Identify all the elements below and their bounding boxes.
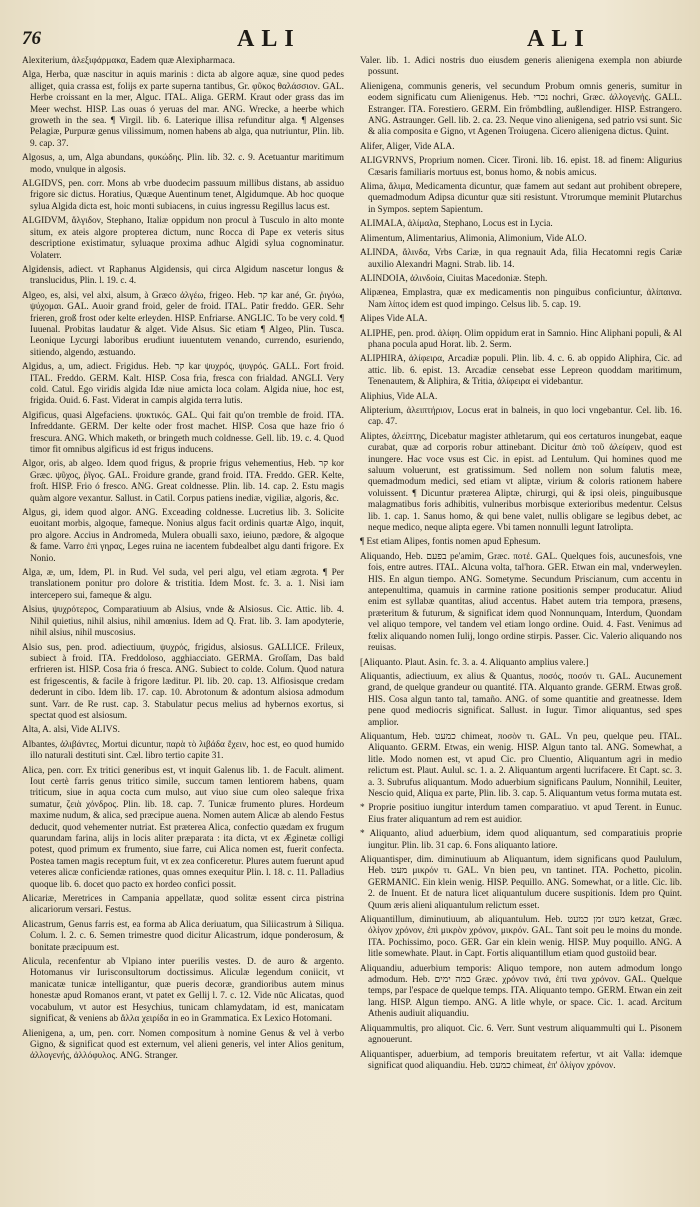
dictionary-entry: ALIMALA, ἀλίμαλα, Stephano, Locus est in Lycia. [360, 219, 553, 230]
dictionary-entry: Alsio sus, pen. prod. adiectiuum, ψυχρός, frigidus, alsiosus. GALLICE. Frileux, subiect à froid. ITA. Freddoloso, agghiacciato. GERMA. Groſſam, Das bald erfrieren ist. HISP. Cosa fria ó fresca. ANG. Subiect to colde. Colum. Quod natura est frigescentis, & facile à frigore læditur. Pl. lib. 20. cap. 13. Alfiosisque credam dederunt in cibo. Idem lib. 17. cap. 10. Abrotonum & adontum alsiosa admodum sunt. Varr. de Re rust. cap. 3. Stabulatur pecus melius ad hybernos exortus, si spectat quod est alsiosum. [22, 642, 344, 721]
dictionary-entry: Alexiterium, ἀλεξιφάρμακα, Eadem quæ Alexipharmaca. [22, 56, 235, 66]
dictionary-entry: * Aliquanto, aliud aduerbium, idem quod aliquantum, sed comparatiuis proprie iungitur. Plin. lib. 31 cap. 6. Fons aliquanto latiore. [360, 829, 682, 851]
right-column [360, 56, 682, 1075]
dictionary-entry: Alta, A. alsi, Vide ALIVS. [22, 725, 120, 736]
dictionary-entry: Alienigena, a, um, pen. corr. Nomen compositum à nomine Genus & vel à verbo Gigno, & significat quod est externum, vel alieni generis, vel inter Alios genitum, ἀλλογενής, ἀλλόφυλος. ANG. Stranger. [22, 1028, 344, 1062]
dictionary-entry: ALGIDVM, ἄλγιδον, Stephano, Italiæ oppidum non procul à Tusculo in alto monte situm, ex ateis algore propterea dictum, nunc Rocca di Pape ex veteris situs descriptione existimatur, syluaque proxima adhuc Algidi sylua cognominatur. Volaterr. [22, 216, 344, 261]
dictionary-entry: Aliquantum, Heb. כמעט chimeat, ποσὸν τι. GAL. Vn peu, quelque peu. ITAL. Aliquanto. GERM. Etwas, ein wenig. HISP. Algun tanto tal. ANG. Somewhat, a litle. Modo nomen est, vt apud Cic. pro Cluentio, Aliquantum agri in medio relictum est. Plaut. Aulul. sc. 1. a. 2. Aliquantum argenti lucrifacere. Et Capt. sc. 3. a. 3. Subrufus aliquantum. Modo aduerbium significans Paulum, Nonnihil, Leuiter, Nescio quid, Aliqua ex parte, Plin. lib. 3. cap. 5. Aliquantum vetus forma mutata est. [360, 731, 682, 799]
dictionary-entry: ALIPHE, pen. prod. ἀλίφη. Olim oppidum erat in Samnio. Hinc Aliphani populi, & Al phana pocula apud Horat. lib. 2. Serm. [360, 328, 682, 350]
dictionary-entry: ALGIDVS, pen. corr. Mons ab vrbe duodecim passuum millibus distans, ab assiduo frigore sic dictus. Horatius, Quæque Auentinum tenet, Algidumque. Ab hoc quoque sylua Algida dicta est, hoic monti subiacens, in cuius ingressu Regillus lacus est. [22, 179, 344, 212]
dictionary-entry: Alipænea, Emplastra, quæ ex medicamentis non pinguibus conficiuntur, ἀλίπαινα. Nam λίπος idem est quod impingo. Celsus lib. 5. cap. 19. [360, 288, 682, 310]
dictionary-entry: Alicariæ, Meretrices in Campania appellatæ, quod solitæ essent circa pistrina alicariorum versari. Festus. [22, 894, 344, 916]
dictionary-entry: Alsius, ψυχρότερος, Comparatiuum ab Alsius, vnde & Alsiosus. Cic. Attic. lib. 4. Nihil quietius, nihil alsius, nihil amœnius. Idem ad Q. Frat. lib. 3. Iam apodyterie, nihil alsius, nihil muscosius. [22, 605, 344, 639]
dictionary-columns [22, 56, 682, 1075]
dictionary-entry: Alicula, recenfentur ab Vlpiano inter puerilis vestes. D. de auro & argento. Hotomanus vir Iurisconsultorum doctissimus. Aliculæ legendum coniicit, vt manicatæ tunicæ intelligantur, quæ pueris decoræ, grandioribus autem minus honestæ apud Romanos erant, vt patet ex Gellij l. 7. c. 12. Vide nūc Alicatas, quod vocabulum, vt autor est Hesychius, tunicam chlamydatam, id est, manicatam significat, & veniens ab ἄλλα χειρίδα in eo in Grammatica. Ex Lexico Hotomani. [22, 957, 344, 1025]
dictionary-entry: Alicastrum, Genus farris est, ea forma ab Alica deriuatum, qua Siliicastrum à Siliqua. Colum. l. 2. c. 6. Semen trimestre quod dicitur Alicastrum, idque ponderosum, & bonitate præcipuum est. [22, 919, 344, 953]
dictionary-entry: Alga, æ, um, Idem, Pl. in Rud. Vel suda, vel peri algu, vel etiam ægrota. ¶ Per translationem ponitur pro dolore & tristitia. Idem Most. fc. 3. a. 1. Nisi iam intercepero sui, fameque & algu. [22, 568, 344, 601]
page-number: 76 [22, 28, 41, 49]
dictionary-entry: Aliquantis, adiectiuum, ex alius & Quantus, ποσός, ποσόν τι. GAL. Aucunement grand, de quelque grandeur ou quantité. ITA. Alquanto grande. GERM. Etwas groß. HIS. Cosa algun tanto tal, tamaño. ANG. of some quantitie and greatnesse. Idem pene quod mediocris significat. Sallust. in Iugur. Timor aliquantus, sed spes amplior. [360, 671, 682, 728]
dictionary-entry: ALIPHIRA, ἀλίφειρα, Arcadiæ populi. Plin. lib. 4. c. 6. ab oppido Aliphira, Cic. ad attic. lib. 6. epist. 13. Arcadiæ censebat esse Lepreon quoddam maritimum, Tenenautem, & Aliphira, & Tritia, ἀλίφειρα ei videbantur. [360, 354, 682, 388]
dictionary-entry: Aliquammultis, pro aliquot. Cic. 6. Verr. Sunt vestrum aliquammulti qui L. Pisonem agnouerunt. [360, 1023, 682, 1046]
dictionary-entry: Aliphius, Vide ALA. [360, 391, 438, 402]
dictionary-entry: Aliquando, Heb. בפעם pe'amim, Græc. ποτέ. GAL. Quelques fois, aucunesfois, vne fois, entre autres. ITAL. Alcuna volta, tal'hora. GER. Etwan ein mal, vnderweylen. HIS. En algun tiempo. ANG. Sometyme. Secundum Priscianum, cum accentu in antepenultima, quamuis in carmine ratione positionis semper producatur. Aliud enim est syllabæ quantitas, aliud accentus. Habet autem tria tempora, præsens, præteritum & futurum, & significat idem quod Nonnunquam, Interdum, Quondam vel aliquo tempore, vel tandem vel etiam longo ordine. Ouid. 4. Fast. Venimus ad fœlix aliquando nomen Iulij, longo ordine stirpis. Passer. Cic. Valerio aliquando nos reuisas. [360, 551, 682, 654]
dictionary-entry: [Aliquanto. Plaut. Asin. fc. 3. a. 4. Aliquanto amplius valere.] [360, 657, 589, 668]
dictionary-entry: Albantes, ἀλιβάντες, Mortui dicuntur, παρὰ τὸ λιβάδα ἔχειν, hoc est, eo quod humido illo naturali destituti sint. Cæl. libro tertio capite 31. [22, 739, 344, 762]
dictionary-entry: ALIGVRNVS, Proprium nomen. Cicer. Tironi. lib. 16. epist. 18. ad finem: Aligurius Cæsaris familiaris mortuus est, bonus homo, & nobis amicus. [360, 156, 682, 178]
dictionary-entry: ALINDOIA, ἀλινδοία, Ciuitas Macedoniæ. Steph. [360, 273, 548, 284]
dictionary-entry: Algor, oris, ab algeo. Idem quod frigus, & proprie frigus vehementius, Heb. קר kor Græc. ψῦχος, ῥῖγος. GAL. Froidure grande, grand froid. ITA. Freddo. GER. Kelte, froſt. HISP. Frio ó fresco. ANG. Great coldnesse. Plin. lib. 14. cap. 2. Estu magis quàm algore vexantur. Sallust. in Catil. Corpus patiens inediæ, vigiliæ, algoris, &c. [22, 459, 345, 504]
dictionary-entry: Aliquantillum, diminutiuum, ab aliquantulum. Heb. מעט זמן כמעט ketzat, Græc. ὀλίγον χρόνον, ἐπὶ μικρὸν χρόνον, μικρόν. GAL. Tant soit peu le moins du monde. ITA. Pochissimo, poco. GER. Gar ein klein wenig. HISP. Muy poquillo. ANG. A litle somewhate. Plaut. in Capt. Fortis aliquantillum etiam quod gustoiid bear. [360, 915, 682, 960]
dictionary-entry: Algosus, a, um, Alga abundans, φυκώδης. Plin. lib. 32. c. 9. Acetuantur maritimum modo, vnulque in algosis. [22, 153, 344, 175]
dictionary-entry: Aliquantisper, dim. diminutiuum ab Aliquantum, idem significans quod Paululum, Heb. מעט μικρόν τι. GAL. Vn bien peu, vn tantinet. ITA. Pochetto, picolin. GERMANIC. Ein klein wenig. HISP. Pequillo. ANG. Somewhat, or a litle. Cic. lib. 2. de Inuent. Et de natura licet aliquantulum ducere suspitionis. Idem pro Quint. Quum æris alieni aliquantulum relictum esset. [360, 855, 682, 911]
dictionary-entry: Algeo, es, alsi, vel alxi, alsum, à Græco ἀλγέω, frigeo. Heb. קר kar ané, Gr. ῥιγόω, ψύχομαι. GAL. Auoir grand froid, geler de froid. ITAL. Patir freddo. GER. Sehr frieren, groß frost oder kelte erleyden. HISP. Enfriarse. ANGLIC. To be very cold. ¶ Iuuenal. Probitas laudatur & alget. Vide Alsus. Sic etiam ¶ Algeo, Plin. Tusca. Leonique Lycurgi laboribus erudiunt iuuentutem venando, currendo, esuriendo, sitiendo, algendo, æstuando. [22, 290, 344, 358]
dictionary-entry: Algus, gi, idem quod algor. ANG. Exceading coldnesse. Lucretius lib. 3. Solicite euoitant morbis, algoque, fameque. Nonius algus facit ordinis quartæ Algo, inquit, pro algore. Accius in Andromeda, Mulera obualli saxo, ieiuno, pædore, & algoque & fame. Varro ἐπὶ γηρας, Leges ruina ne iacentem fubdealbet algu danti frigore. Ex Nonio. [22, 508, 344, 564]
left-column [22, 56, 344, 1075]
dictionary-entry: Aliquantisper, aduerbium, ad temporis breuitatem refertur, vt ait Valla: idemque significat quod aliquandiu. Heb. כמעט chimeat, ἐπ' ὀλίγον χρόνον. [360, 1049, 682, 1071]
dictionary-entry: ¶ Est etiam Alipes, fontis nomen apud Ephesum. [360, 537, 541, 548]
dictionary-entry: Alima, ἄλιμα, Medicamenta dicuntur, quæ famem aut sedant aut prohibent obrepere, quemadmodum Adipsa dicuntur quæ siti resistunt. Vtrorumque meminit Plutarchus in Sympos. septem Sapientum. [360, 182, 682, 215]
dictionary-entry: Alienigena, communis generis, vel secundum Probum omnis generis, sumitur in eodem significatu cum Alienigenus. Heb. נכרי nochri, Græc. ἀλλογενής. GALL. Estranger. ITA. Forestiero. GERM. Ein frömbdling, außlendiger. HISP. Estrangero. ANG. Astraunger. Gell. lib. 2. ca. 23. Neque vino alienigena, sed patrio vsi sunt. Sic & alia composita e Gigno, vt Agenen Troiugena. Cicero alienigena dictus. Quint. [360, 81, 682, 138]
dictionary-entry: Alica, pen. corr. Ex tritici generibus est, vt inquit Galenus lib. 1. de Facult. aliment. Iout certè farris genus tritico simile, succum tamen lentiorem habens, quam triticum, siue in aqua cocta cum mulso, aut viuo siue cum oleo saleque frixa sumatur, ζειὰ χόνδρος. Plin. lib. 18. cap. 7. Tunicæ frumento plures. Hordeum maxime nudum, & alica, sed præcipue auena. Nomen autem Alicæ ab alendo Festus deducit, quod vehementer nutriat. Est præterea Alica, confectio quædam ex frugum quarundam farina, alijs in locis aliter præparata : ita dicta, vt ex Æginetæ colligi potest, quod primum ex frumento, siue farre, cui Alica nomen est, fuerit confecta. Postea tamen magis receptum fuit, vt ex zea conficeretur. Plures autem fuerunt apud veteres alicæ conficiendæ rationes, quas omnes exequitur Plin. l. 18. c. 11. Palladius quoque lib. 6. docet quo pacto ex hordeo confici possit. [22, 765, 344, 890]
dictionary-entry: Alimentum, Alimentarius, Alimonia, Alimonium, Vide ALO. [360, 233, 587, 244]
dictionary-entry: Alipterium, ἀλειπτήριον, Locus erat in balneis, in quo loci vngebantur. Cel. lib. 16. cap. 47. [360, 405, 682, 428]
dictionary-entry: Alga, Herba, quæ nascitur in aquis marinis : dicta ab algore aquæ, sine quod pedes alliget, quia crassa est, folijs ex parte superna tantibus, Gr. φῦκος θαλάσσιον. GAL. Herbe croissant en la mer, Alguc. ITAL. Aliga. GERM. Kraut oder grass das im Meer wechst. HISP. Las ouas ó yeruas del mar. ANG. Wrecke, a heerbe which groweth in the sea. ¶ Virgil. lib. 6. Laterique illisa refunditur alga. ¶ Algenses Pelagiæ, Purpuræ genus vilissimum, nomen habens ab alga, qua nutriuntur, Plin. lib. 9. cap. 37. [22, 70, 344, 149]
dictionary-entry: Algidus, a, um, adiect. Frigidus. Heb. קר kar ψυχρός, ψυγρός. GALL. Fort froid. ITAL. Freddo. GERM. Kalt. HISP. Cosa fria, fresca con frialdad. ANGLI. Very cold. Catul. Ego viridis algida Idæ niue amicta loca colam. Algida niue, hoc est, frigida. Ouid. 6. Fast. Viderat in campis algida terra lutis. [22, 362, 344, 407]
dictionary-entry: Aliptes, ἀλείπτης, Dicebatur magister athletarum, qui eos certaturos inungebat, eaque curabat, quæ ad corporis robur attinebant. Dicitur ἀπὸ τοῦ ἀλείφειν, quod est inungere. Hac voce vsus est Cic. in epist. ad Lentulum. Qui homines quod me saluum voluerunt, est gratissimum. Sed nollem non solum falutis meæ, quemadmodum medici, sed etiam vt aliptæ, virium & coloris rationem habere voluissent. ¶ Dicuntur præterea Aliptæ, chirurgi, qui & ipsi oleis, pinguibusque malagmatibus foris adhibitis, vulneribus morbisque exterioribus medentur. Celsus lib. 1. cap. 1. Sanus homo, & qui bene valet, nullis obligare se legibus debet, ac neque medico, neque alipta egere. Vbi tamen nonnulli legunt Iatrolipta. [360, 431, 682, 534]
dictionary-entry: Algificus, quasi Algefaciens. ψυκτικός. GAL. Qui fait qu'on tremble de froid. ITA. Infreddante. GERM. Der kelte oder frost machet. HISP. Cosa que haze frio ó frescura. ANG. Which maketh, or bringeth much coldnesse. Gell. lib. 19. c. 4. Quod timor fit omnibus algificus id est frigus inducens. [22, 410, 344, 455]
running-head [22, 26, 682, 56]
dictionary-entry: * Proprie positiuo iungitur interdum tamen comparatiuo. vt apud Terent. in Eunuc. Eius frater aliquantum ad rem est auidior. [360, 803, 682, 825]
dictionary-entry: Aliquandiu, aduerbium temporis: Aliquo tempore, non autem admodum longo admodum. Heb. כמה ימים Græc. χρόνον τινά, ἐπί τινα χρόνον. GAL. Quelque temps, par l'espace de quelque temps. ITA. Aliquanto tempo. GERM. Etwan ein zeit lang. HISP. Algun tiempo. ANG. A litle whyle, or space. Cic. 1. acad. Arcitum Athenis audiuit aliquandiu. [360, 963, 682, 1020]
dictionary-entry: Valer. lib. 1. Adici nostris duo eiusdem generis alienigena exempla non abiurde possunt. [360, 56, 682, 78]
dictionary-entry: Algidensis, adiect. vt Raphanus Algidensis, qui circa Algidum nascetur longus & translucidus, Plin. l. 19. c. 4. [22, 264, 344, 287]
running-head-right: ALI [527, 26, 591, 52]
dictionary-entry: Alipes Vide ALA. [360, 314, 428, 325]
running-head-left: ALI [237, 26, 301, 52]
dictionary-entry: Alifer, Aliger, Vide ALA. [360, 141, 455, 152]
dictionary-entry: ALINDA, ἄλινδα, Vrbs Cariæ, in qua regnauit Ada, filia Hecatomni regis Cariæ auxilio Alexandri Magni. Strab. lib. 14. [360, 248, 682, 270]
